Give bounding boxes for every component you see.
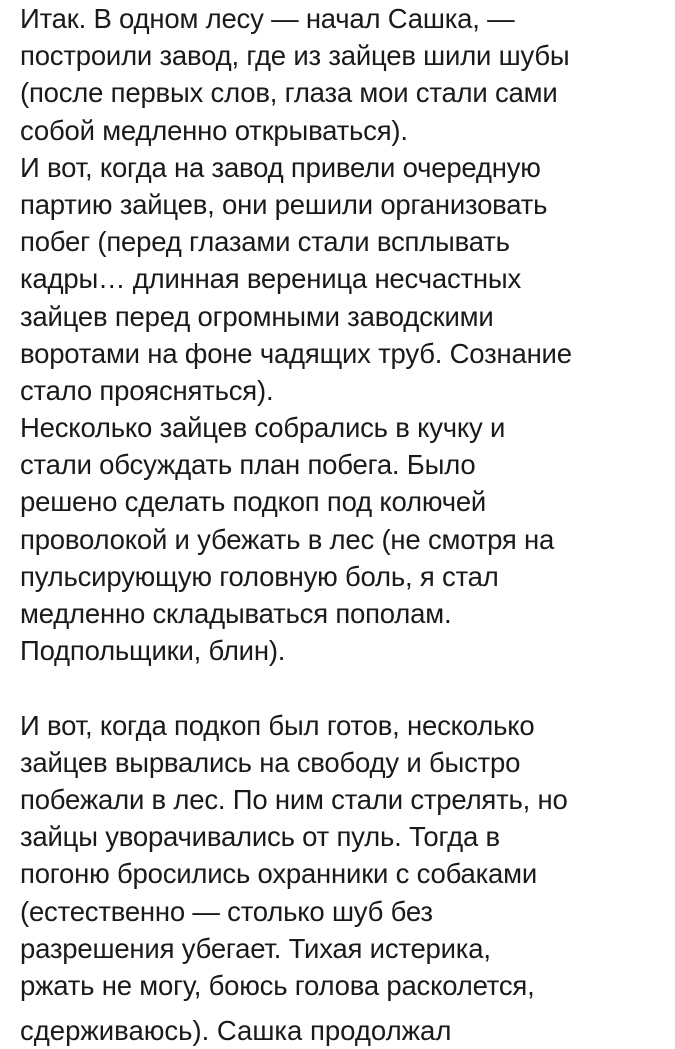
text-line: зайцев вырвались на свободу и быстро	[20, 746, 521, 778]
story-text	[20, 0, 670, 1004]
text-line: И вот, когда подкоп был готов, несколько	[20, 709, 535, 741]
text-line: воротами на фоне чадящих труб. Сознание	[20, 337, 572, 369]
text-line: Подпольщики, блин).	[20, 635, 286, 667]
text-line: ржать не могу, боюсь голова расколется,	[20, 969, 535, 1001]
text-line: кадры… длинная вереница несчастных	[20, 263, 522, 295]
text-line: стали обсуждать план побега. Было	[20, 449, 476, 481]
text-line: (после первых слов, глаза мои стали сами	[20, 77, 558, 109]
text-line: погоню бросились охранники с собаками	[20, 858, 537, 890]
text-line: зайцев перед огромными заводскими	[20, 300, 494, 332]
text-line: решено сделать подкоп под колючей	[20, 486, 487, 518]
text-line: пульсирующую головную боль, я стал	[20, 560, 499, 592]
partially-visible-line	[20, 1012, 650, 1046]
text-line: стало проясняться).	[20, 374, 274, 406]
text-line: проволокой и убежать в лес (не смотря на	[20, 523, 555, 555]
text-line: И вот, когда на завод привели очередную	[20, 151, 541, 183]
text-line: Несколько зайцев собрались в кучку и	[20, 412, 506, 444]
text-line: зайцы уворачивались от пуль. Тогда в	[20, 821, 500, 853]
text-line: (естественно — столько шуб без	[20, 895, 433, 927]
blank-line	[20, 669, 670, 706]
text-line: побег (перед глазами стали всплывать	[20, 226, 510, 258]
text-line: построили завод, где из зайцев шили шубы	[20, 40, 570, 72]
text-line: медленно складываться пополам.	[20, 598, 452, 629]
text-line: собой медленно открываться).	[20, 114, 408, 146]
cut-line-text: сдерживаюсь). Сашка продолжал	[20, 1015, 452, 1046]
text-line: партию зайцев, они решили организовать	[20, 188, 548, 220]
text-line: Итак. В одном лесу — начал Сашка, —	[20, 3, 515, 34]
text-line: разрешения убегает. Тихая истерика,	[20, 932, 491, 964]
text-line: побежали в лес. По ним стали стрелять, но	[20, 783, 568, 815]
